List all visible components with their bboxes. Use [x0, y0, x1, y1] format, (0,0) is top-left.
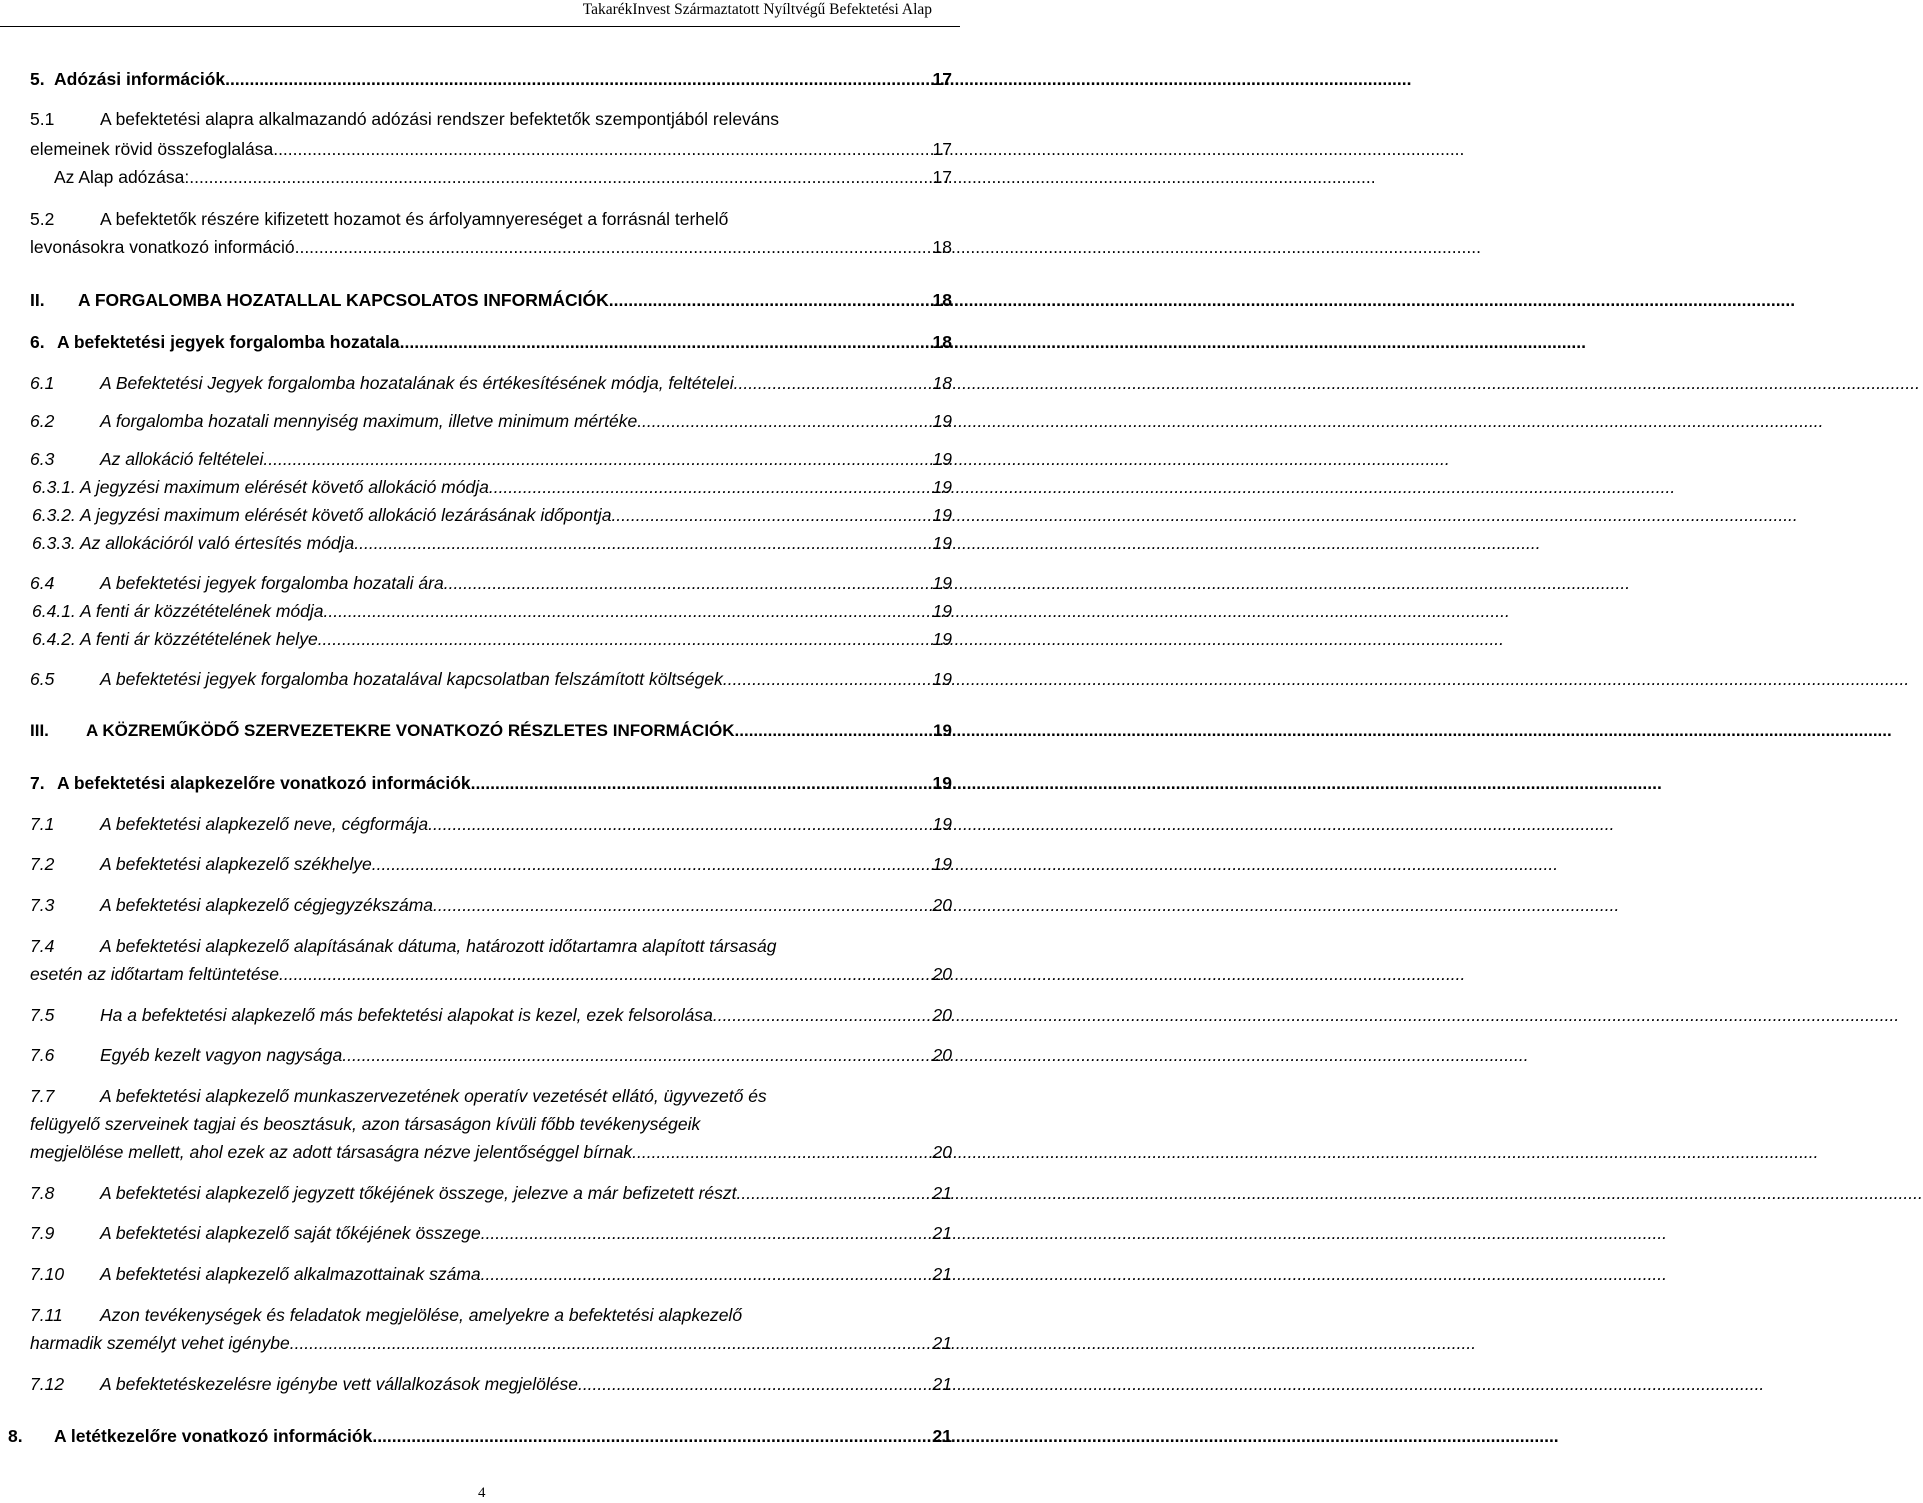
toc-entry-7-8[interactable]: 7.8 A befektetési alapkezelő jegyzett tőkéjének összege, jelezve a már befizetett részt ..... 21 — [30, 1180, 952, 1206]
toc-entry-7-10[interactable]: 7.10 A befektetési alapkezelő alkalmazottainak száma ..... 21 — [30, 1261, 952, 1287]
toc-entry-5-2-cont[interactable]: levonásokra vonatkozó információ ..... 18 — [30, 234, 952, 260]
toc-entry-6-4-1[interactable]: 6.4.1. A fenti ár közzétételének módja ..... 19 — [32, 598, 952, 624]
toc-entry-6-4-2[interactable]: 6.4.2. A fenti ár közzétételének helye ..... 19 — [32, 626, 952, 652]
toc-entry-7-7-cont-2[interactable]: megjelölése mellett, ahol ezek az adott társaságra nézve jelentőséggel bírnak ..... 20 — [30, 1139, 952, 1165]
toc-entry-7-11[interactable]: 7.11 Azon tevékenységek és feladatok megjelölése, amelyekre a befektetési alapkezelő — [30, 1305, 743, 1325]
toc-entry-8[interactable]: 8. A letétkezelőre vonatkozó információk ..... 21 — [8, 1423, 952, 1449]
toc-entry-7-1[interactable]: 7.1 A befektetési alapkezelő neve, cégformája ..... 19 — [30, 811, 952, 837]
toc-entry-7-5[interactable]: 7.5 Ha a befektetési alapkezelő más befektetési alapokat is kezel, ezek felsorolása ..... 20 — [30, 1002, 952, 1028]
toc-entry-6-3-3[interactable]: 6.3.3. Az allokációról való értesítés módja ..... 19 — [32, 530, 952, 556]
toc-entry-II[interactable]: II. A FORGALOMBA HOZATALLAL KAPCSOLATOS INFORMÁCIÓK ..... 18 — [30, 287, 952, 313]
toc-entry-5-1[interactable]: 5.1 A befektetési alapra alkalmazandó adózási rendszer befektetők szempontjából releváns — [30, 109, 780, 129]
toc-entry-6-3-2[interactable]: 6.3.2. A jegyzési maximum elérését követő allokáció lezárásának időpontja ..... 19 — [32, 502, 952, 528]
toc-entry-7-7[interactable]: 7.7 A befektetési alapkezelő munkaszervezetének operatív vezetését ellátó, ügyvezető és — [30, 1086, 767, 1106]
toc-entry-5-1-cont[interactable]: elemeinek rövid összefoglalása. ..... 17 — [30, 136, 952, 162]
toc-entry-7-3[interactable]: 7.3 A befektetési alapkezelő cégjegyzékszáma ..... 20 — [30, 892, 952, 918]
toc-entry-6-3[interactable]: 6.3 Az allokáció feltételei ..... 19 — [30, 446, 952, 472]
page-number: 4 — [478, 1485, 486, 1501]
toc-entry-6-3-1[interactable]: 6.3.1. A jegyzési maximum elérését követő allokáció módja ..... 19 — [32, 474, 952, 500]
running-header — [0, 0, 960, 27]
toc-entry-6[interactable]: 6. A befektetési jegyek forgalomba hozatala ..... 18 — [30, 329, 952, 355]
toc-entry-III[interactable]: III. A KÖZREMŰKÖDŐ SZERVEZETEKRE VONATKOZÓ RÉSZLETES INFORMÁCIÓK. ..... 19 — [30, 718, 952, 744]
toc-entry-7-4[interactable]: 7.4 A befektetési alapkezelő alapításának dátuma, határozott időtartamra alapított társaság — [30, 936, 777, 956]
toc-entry-5[interactable]: 5. Adózási információk ..... 17 — [30, 66, 952, 92]
toc-entry-7[interactable]: 7. A befektetési alapkezelőre vonatkozó információk. ..... 19 — [30, 770, 952, 796]
toc-entry-6-5[interactable]: 6.5 A befektetési jegyek forgalomba hozatalával kapcsolatban felszámított költségek ..... 19 — [30, 666, 952, 692]
toc-entry-7-2[interactable]: 7.2 A befektetési alapkezelő székhelye ..... 19 — [30, 851, 952, 877]
toc-entry-6-2[interactable]: 6.2 A forgalomba hozatali mennyiség maximum, illetve minimum mértéke ..... 19 — [30, 408, 952, 434]
toc-entry-6-1[interactable]: 6.1 A Befektetési Jegyek forgalomba hozatalának és értékesítésének módja, feltételei ..... 18 — [30, 370, 952, 396]
toc-entry-7-9[interactable]: 7.9 A befektetési alapkezelő saját tőkéjének összege ..... 21 — [30, 1220, 952, 1246]
toc-entry-6-4[interactable]: 6.4 A befektetési jegyek forgalomba hozatali ára ..... 19 — [30, 570, 952, 596]
toc-entry-7-11-cont[interactable]: harmadik személyt vehet igénybe ..... 21 — [30, 1330, 952, 1356]
toc-entry-7-4-cont[interactable]: esetén az időtartam feltüntetése ..... 20 — [30, 961, 952, 987]
toc-entry-7-12[interactable]: 7.12 A befektetéskezelésre igénybe vett vállalkozások megjelölése ..... 21 — [30, 1371, 952, 1397]
toc-entry-7-7-cont-1[interactable]: felügyelő szerveinek tagjai és beosztásuk, azon társaságon kívüli főbb tevékenységeik — [30, 1114, 701, 1134]
toc-entry-7-6[interactable]: 7.6 Egyéb kezelt vagyon nagysága ..... 20 — [30, 1042, 952, 1068]
document-title: TakarékInvest Származtatott Nyíltvégű Befektetési Alap — [582, 1, 932, 18]
toc-entry-alap-adozasa[interactable]: Az Alap adózása: ..... 17 — [54, 164, 952, 190]
toc-entry-5-2[interactable]: 5.2 A befektetők részére kifizetett hozamot és árfolyamnyereséget a forrásnál terhelő — [30, 209, 729, 229]
